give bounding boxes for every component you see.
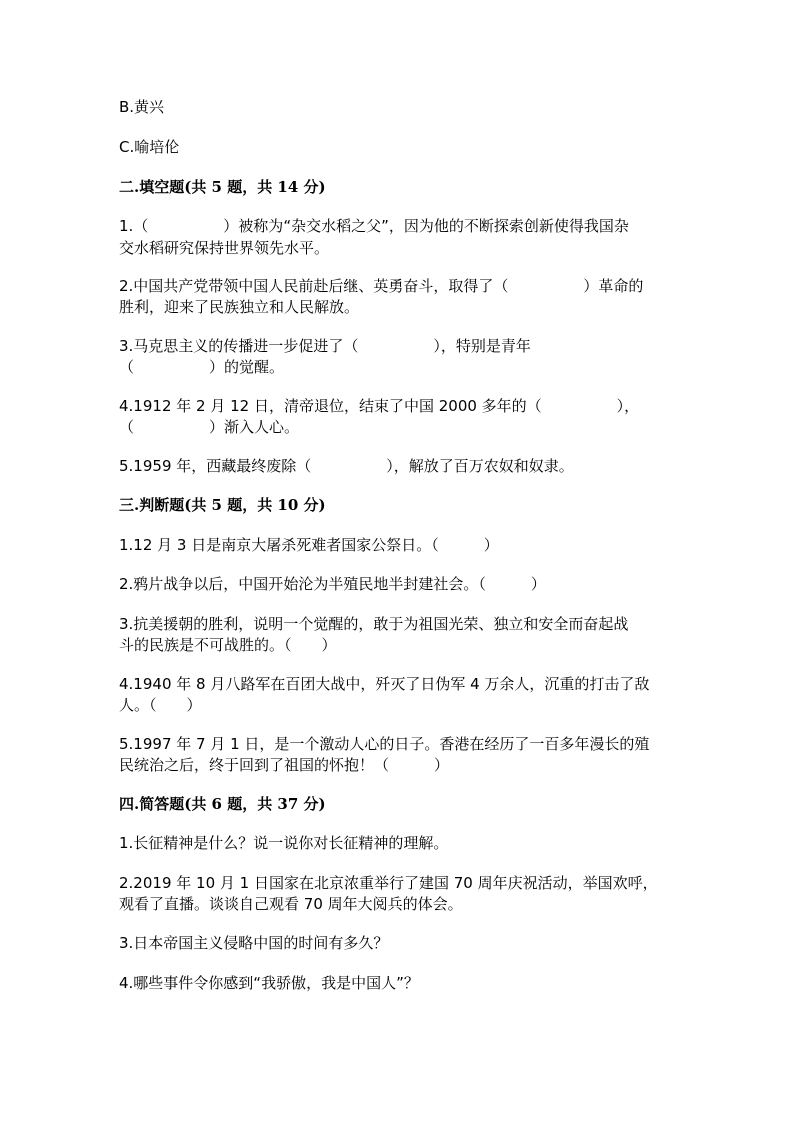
fill-q5-line1: 5.1959 年，西藏最终废除（ ），解放了百万农奴和奴隶。 bbox=[119, 457, 574, 475]
fill-q2-line2: 胜利，迎来了民族独立和人民解放。 bbox=[119, 298, 360, 316]
short-q2-line1: 2.2019 年 10 月 1 日国家在北京浓重举行了建国 70 周年庆祝活动，举国欢呼， bbox=[119, 874, 658, 892]
fill-q2-line1: 2.中国共产党带领中国人民前赴后继、英勇奋斗，取得了（ ）革命的 bbox=[119, 277, 644, 295]
judge-q3-line2: 斗的民族是不可战胜的。（ ） bbox=[119, 636, 337, 654]
fill-q3-line2: （ ）的觉醒。 bbox=[119, 358, 285, 376]
short-section-heading: 四.简答题(共 6 题，共 37 分) bbox=[119, 795, 326, 813]
judge-q5-line1: 5.1997 年 7 月 1 日，是一个激动人心的日子。香港在经历了一百多年漫长的殖 bbox=[119, 735, 650, 753]
option-c: C.喻培伦 bbox=[119, 138, 180, 156]
judge-q4-line2: 人。（ ） bbox=[119, 696, 202, 714]
fill-q1-line2: 交水稻研究保持世界领先水平。 bbox=[119, 239, 330, 257]
judge-q4-line1: 4.1940 年 8 月八路军在百团大战中，歼灭了日伪军 4 万余人，沉重的打击了敌 bbox=[119, 675, 650, 693]
fill-q4-line1: 4.1912 年 2 月 12 日，清帝退位，结束了中国 2000 多年的（ ）， bbox=[119, 397, 640, 415]
judge-section-heading: 三.判断题(共 5 题，共 10 分) bbox=[119, 496, 326, 514]
short-q4-line1: 4.哪些事件令你感到“我骄傲，我是中国人”？ bbox=[119, 974, 419, 992]
fill-section-heading: 二.填空题(共 5 题，共 14 分) bbox=[119, 178, 326, 196]
short-q2-line2: 观看了直播。谈谈自己观看 70 周年大阅兵的体会。 bbox=[119, 895, 463, 913]
fill-q4-line2: （ ）渐入人心。 bbox=[119, 418, 300, 436]
judge-q1-line1: 1.12 月 3 日是南京大屠杀死难者国家公祭日。（ ） bbox=[119, 536, 499, 554]
fill-q3-line1: 3.马克思主义的传播进一步促进了（ ），特别是青年 bbox=[119, 337, 531, 355]
short-q1-line1: 1.长征精神是什么？说一说你对长征精神的理解。 bbox=[119, 834, 449, 852]
short-q3-line1: 3.日本帝国主义侵略中国的时间有多久？ bbox=[119, 934, 389, 952]
option-b: B.黄兴 bbox=[119, 98, 165, 116]
judge-q5-line2: 民统治之后，终于回到了祖国的怀抱！（ ） bbox=[119, 756, 450, 774]
judge-q2-line1: 2.鸦片战争以后，中国开始沦为半殖民地半封建社会。（ ） bbox=[119, 575, 546, 593]
judge-q3-line1: 3.抗美援朝的胜利，说明一个觉醒的，敢于为祖国光荣、独立和安全而奋起战 bbox=[119, 615, 629, 633]
fill-q1-line1: 1.（ ）被称为“杂交水稻之父”，因为他的不断探索创新使得我国杂 bbox=[119, 217, 629, 235]
